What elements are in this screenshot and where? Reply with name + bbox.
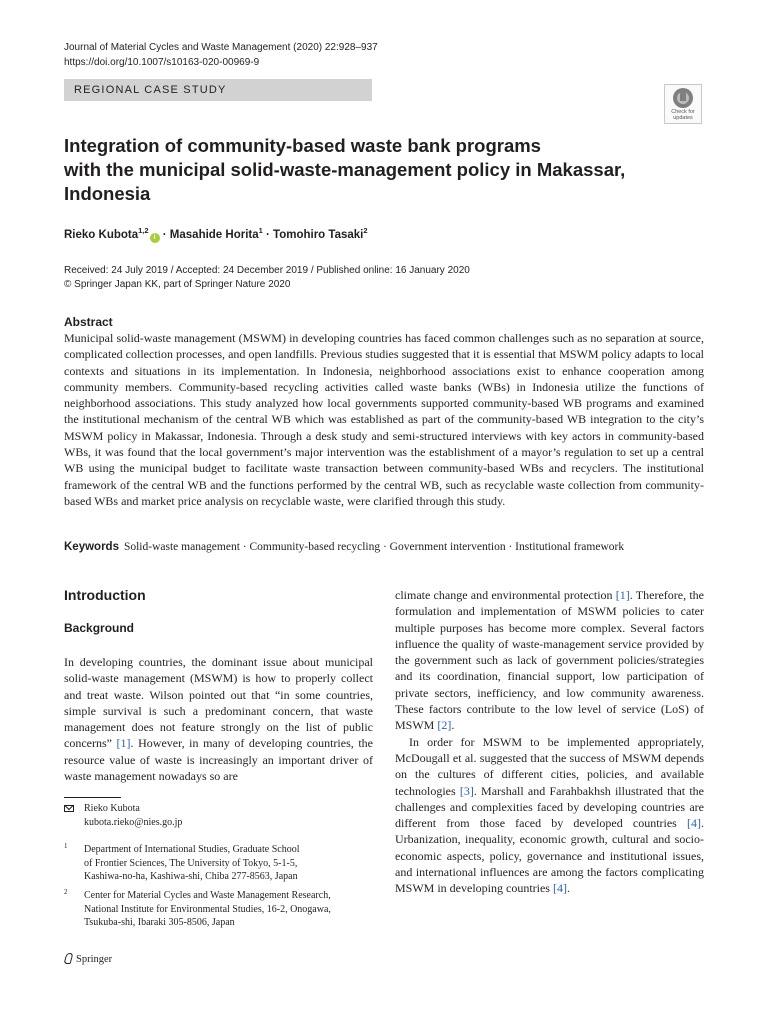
check-updates-line2: updates bbox=[673, 115, 693, 121]
title-line-3: Indonesia bbox=[64, 183, 151, 204]
affiliation-2 bbox=[64, 889, 384, 930]
right-text: . bbox=[566, 881, 570, 896]
abstract-body: Municipal solid-waste management (MSWM) in developing countries has faced common challenges such as no separation at source, complicated collection processes, and open landfills. Previous studies suggested that it is essential that MSWM policy adapts to local contexts and situations in its implementation. In Indonesia, neighborhood associations exist to enhance cooperation among community members. Community-based recycling activities called waste banks (WBs) in Indonesia utilize the functions of neighborhood associations. This study analyzed how local governments supported community-based WB programs and examined the institutional mechanism of the central WB which was established as part of the community-based WB integration to the city’s MSWM policy in Makassar, Indonesia. Through a desk study and semi-structured interviews with key actors in community-based WBs, it was found that the local government’s major intervention was the establishment of a mayor’s regulation to set up a central WB using the municipal budget to facilitate waste transaction between community-based WBs and recyclers. The institutional framework of the central WB and the functions performed by the central WB, such as recyclable waste collection from community-based WBs and market price analysis on recyclable waste, were clarified through this study. bbox=[64, 331, 704, 508]
left-text-b: . However, in many of developing countries, the resource value of waste is increasingly an important driver of waste management nowadays so are bbox=[64, 736, 373, 784]
check-updates-line1: Check for bbox=[671, 109, 695, 115]
affiliation-number: 1 bbox=[64, 842, 68, 850]
copyright-line: © Springer Japan KK, part of Springer Nature 2020 bbox=[64, 279, 291, 290]
mail-icon bbox=[64, 805, 74, 812]
page-footer bbox=[64, 953, 112, 965]
journal-citation: Journal of Material Cycles and Waste Management (2020) 22:928–937 bbox=[64, 42, 378, 53]
affiliation-line: Center for Material Cycles and Waste Management Research, bbox=[84, 890, 331, 901]
keywords bbox=[64, 541, 624, 553]
keywords-heading: Keywords bbox=[64, 541, 119, 553]
correspondence-email[interactable]: kubota.rieko@nies.go.jp bbox=[84, 817, 183, 828]
subsection-heading-background: Background bbox=[64, 621, 135, 635]
citation-link[interactable]: [3] bbox=[459, 783, 474, 798]
affiliation-line: Department of International Studies, Graduate School bbox=[84, 844, 300, 855]
journal-doi[interactable]: https://doi.org/10.1007/s10163-020-00969-9 bbox=[64, 57, 260, 68]
journal-header bbox=[64, 40, 378, 70]
affiliation-line: Kashiwa-no-ha, Kashiwa-shi, Chiba 277-8563, Japan bbox=[84, 871, 298, 882]
right-text: climate change and environmental protection bbox=[395, 588, 616, 602]
intro-left-paragraph bbox=[64, 654, 373, 784]
affiliation-line: of Frontier Sciences, The University of Tokyo, 5-1-5, bbox=[84, 857, 298, 869]
author-3[interactable]: Tomohiro Tasaki bbox=[273, 228, 364, 241]
right-text: . Marshall and Farahbakhsh illustrated that the challenges and complexities faced by developing countries are different from those faced by developed countries bbox=[395, 783, 704, 831]
affiliation-1 bbox=[64, 843, 384, 884]
citation-link[interactable]: [1] bbox=[116, 736, 131, 751]
publication-dates bbox=[64, 264, 470, 292]
dates-line: Received: 24 July 2019 / Accepted: 24 December 2019 / Published online: 16 January 2020 bbox=[64, 265, 470, 276]
author-list bbox=[64, 226, 368, 243]
intro-right-column bbox=[395, 587, 704, 897]
right-text: . Therefore, the formulation and implementation of MSWM policies to cater multiple purposes has become more complex. Several factors influence the quality of waste-management service provided by the government such as lack of government policies/strategies and its coordination, financial support, low participation of private sectors, inefficiency, and low community awareness. These factors contribute to the low level of service (LoS) of MSWM bbox=[395, 588, 704, 733]
keywords-list: Solid-waste management · Community-based recycling · Government intervention · Institutional framework bbox=[123, 541, 625, 553]
author-sep-2: · bbox=[262, 228, 274, 241]
left-text-a: In developing countries, the dominant issue about municipal solid-waste management (MSWM) is how to properly collect and treat waste. Wilson pointed out that “in some countries, simple survival is such a predominant concern, that waste management does not feature strongly on the list of public concerns” bbox=[64, 655, 373, 751]
check-updates-badge bbox=[673, 88, 693, 108]
citation-link[interactable]: [1] bbox=[615, 588, 630, 602]
citation-link[interactable]: [2] bbox=[437, 718, 452, 733]
right-text: . bbox=[451, 718, 455, 733]
citation-link[interactable]: [4] bbox=[552, 881, 567, 896]
affiliation-number: 2 bbox=[64, 888, 68, 896]
article-title bbox=[64, 134, 704, 206]
author-1-affil: 1,2 bbox=[138, 226, 149, 235]
intro-right-paragraph-1 bbox=[395, 587, 704, 734]
check-updates-icon[interactable] bbox=[664, 84, 702, 124]
right-text: In order for MSWM to be implemented appropriately, McDougall et al. suggested that the success of MSWM depends on the cultures of different cities, policies, and available technologies bbox=[395, 734, 704, 798]
publisher-name: Springer bbox=[76, 954, 113, 965]
author-3-affil: 2 bbox=[363, 226, 368, 235]
right-text: . Urbanization, inequality, economic growth, cultural and socio-economic aspects, policy, governance and institutional issues, and international influences are among the factors complicating MSWM in developing countries bbox=[395, 816, 704, 896]
footnote-divider bbox=[64, 797, 121, 798]
intro-right-paragraph-2 bbox=[395, 734, 704, 897]
section-heading-introduction: Introduction bbox=[64, 587, 146, 603]
author-sep-1: · bbox=[159, 228, 170, 241]
article-type-banner: REGIONAL CASE STUDY bbox=[64, 79, 372, 101]
author-2-affil: 1 bbox=[258, 226, 263, 235]
orcid-icon[interactable]: i bbox=[150, 233, 160, 243]
affiliation-line: Tsukuba-shi, Ibaraki 305-8506, Japan bbox=[84, 917, 235, 928]
author-1[interactable]: Rieko Kubota bbox=[64, 228, 139, 241]
author-2[interactable]: Masahide Horita bbox=[169, 228, 259, 241]
title-line-1: Integration of community-based waste bank programs bbox=[64, 135, 541, 156]
correspondence-name: Rieko Kubota bbox=[84, 803, 140, 814]
abstract-heading: Abstract bbox=[64, 315, 113, 329]
correspondence bbox=[64, 802, 182, 830]
affiliation-line: National Institute for Environmental Studies, 16-2, Onogawa, bbox=[84, 903, 331, 915]
citation-link[interactable]: [4] bbox=[687, 816, 701, 831]
title-line-2: with the municipal solid-waste-management policy in Makassar, bbox=[64, 159, 626, 180]
springer-logo-icon bbox=[64, 953, 73, 964]
